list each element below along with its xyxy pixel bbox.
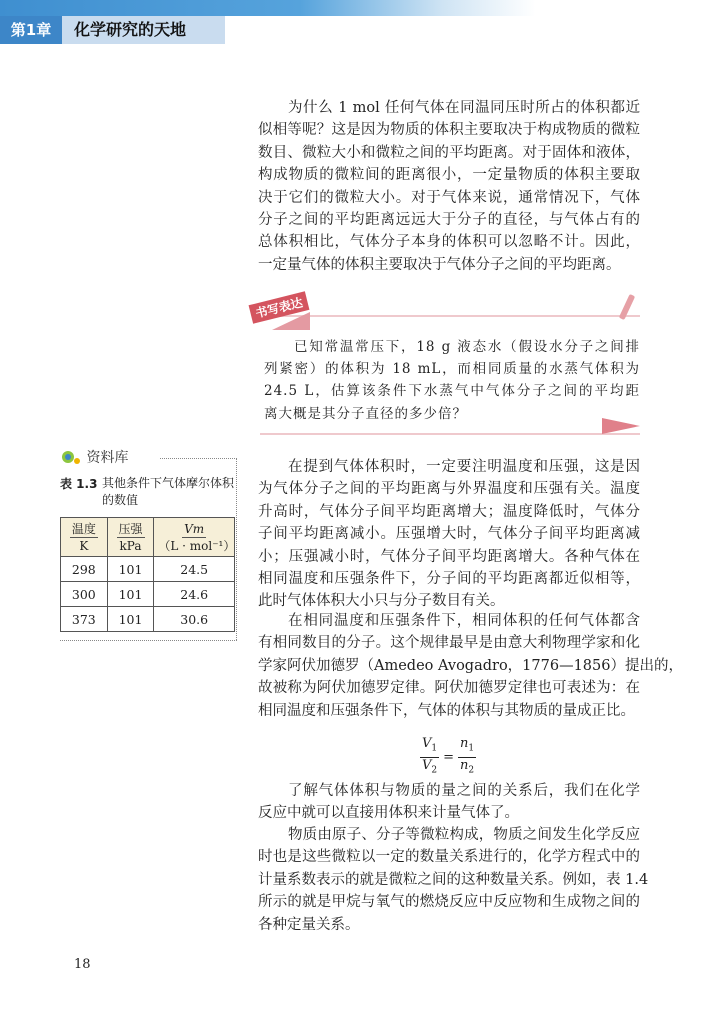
table-caption: 其他条件下气体摩尔体积的数值 (102, 476, 235, 507)
text-line: 故被称为阿伏加德罗定律。阿伏加德罗定律也可表述为：在 (258, 680, 640, 697)
exercise-text (264, 336, 640, 425)
paragraph (258, 780, 640, 825)
data-library-sidebar (60, 447, 235, 632)
text-line: 在相同温度和压强条件下，相同体积的任何气体都含 (288, 613, 640, 629)
table-row: 373 101 30.6 (61, 607, 235, 632)
table-row: 300 101 24.6 (61, 582, 235, 607)
text-line: 总体积相比，气体分子本身的体积可以忽略不计。因此， (258, 234, 640, 251)
header-gradient-bar (0, 0, 714, 16)
text-line: 学家阿伏加德罗（Amedeo Avogadro，1776—1856）提出的， (258, 657, 683, 674)
divider (260, 433, 640, 435)
text-line: 了解气体体积与物质的量之间的关系后，我们在化学 (288, 783, 640, 799)
text-line: 离大概是其分子直径的多少倍？ (264, 405, 467, 422)
text-line: 子间平均距离减小。压强增大时，气体分子间平均距离减 (258, 526, 640, 543)
text-line: 此时气体体积大小只与分子数目有关。 (258, 593, 505, 610)
page-number: 18 (74, 957, 91, 972)
arrow-icon (602, 418, 640, 434)
text-line: 小；压强减小时，气体分子间平均距离增大。各种气体在 (258, 548, 640, 565)
text-line: 物质由原子、分子等微粒构成，物质之间发生化学反应 (288, 827, 640, 843)
text-line: 24.5 L，估算该条件下水蒸气中气体分子之间的平均距 (264, 383, 640, 400)
text-line: 决于它们的微粒大小。对于气体来说，通常情况下，气体 (258, 189, 640, 206)
paragraph (258, 456, 640, 613)
text-line: 反应中就可以直接用体积来计量气体了。 (258, 805, 519, 822)
text-line: 相同温度和压强条件下，气体的体积与其物质的量成正比。 (258, 702, 635, 719)
library-label: 资料库 (86, 450, 129, 466)
molecule-icon (60, 449, 82, 465)
text-line: 各种定量关系。 (258, 916, 360, 933)
text-line: 计量系数表示的就是微粒之间的这种数量关系。例如，表 1.4 (258, 871, 649, 888)
text-line: 为气体分子之间的平均距离与外界温度和压强有关。温度 (258, 481, 640, 498)
molar-volume-table: 温度 K 压强 kPa Vm （L · mol⁻¹） 298 101 24.5 300 101 24.6 373 101 30.6 (60, 517, 235, 632)
text-line: 构成物质的微粒间的距离很小，一定量物质的体积主要取 (258, 167, 640, 184)
text-line: 分子之间的平均距离远远大于分子的直径，与气体占有的 (258, 211, 640, 228)
paragraph (258, 97, 640, 276)
text-line: 在提到气体体积时，一定要注明温度和压强，这是因 (288, 459, 640, 475)
text-line: 数目、微粒大小和微粒之间的平均距离。对于固体和液体， (258, 144, 640, 161)
chapter-title: 化学研究的天地 (62, 16, 225, 44)
text-line: 所示的就是甲烷与氧气的燃烧反应中反应物和生成物之间的 (258, 894, 640, 911)
table-row: 298 101 24.5 (61, 557, 235, 582)
text-line: 相同温度和压强条件下，分子间的平均距离都近似相等， (258, 570, 640, 587)
text-line: 列紧密）的体积为 18 mL，而相同质量的水蒸气体积为 (264, 361, 640, 378)
table-number: 表 1.3 (60, 477, 98, 491)
text-line: 为什么 1 mol 任何气体在同温同压时所占的体积都近 (288, 100, 640, 116)
text-line: 升高时，气体分子间平均距离增大；温度降低时，气体分 (258, 503, 640, 520)
writing-tag: 书写表达 (249, 291, 310, 323)
text-line: 已知常温常压下，18 g 液态水（假设水分子之间排 (294, 339, 640, 355)
paragraph (258, 824, 649, 936)
avogadro-formula: $\frac{V_1}{V_2}$ = $\frac{n_1}{n_2}$ (422, 736, 475, 776)
divider (260, 315, 640, 317)
paragraph (258, 610, 683, 722)
text-line: 时也是这些微粒以一定的数量关系进行的，化学方程式中的 (258, 849, 640, 866)
text-line: 一定量气体的体积主要取决于气体分子之间的平均距离。 (258, 256, 621, 273)
chapter-label: 第1章 (0, 16, 62, 44)
text-line: 有相同数目的分子。这个规律最早是由意大利物理学家和化 (258, 635, 640, 652)
writing-exercise-box (250, 290, 640, 440)
text-line: 似相等呢？这是因为物质的体积主要取决于构成物质的微粒 (258, 122, 640, 139)
